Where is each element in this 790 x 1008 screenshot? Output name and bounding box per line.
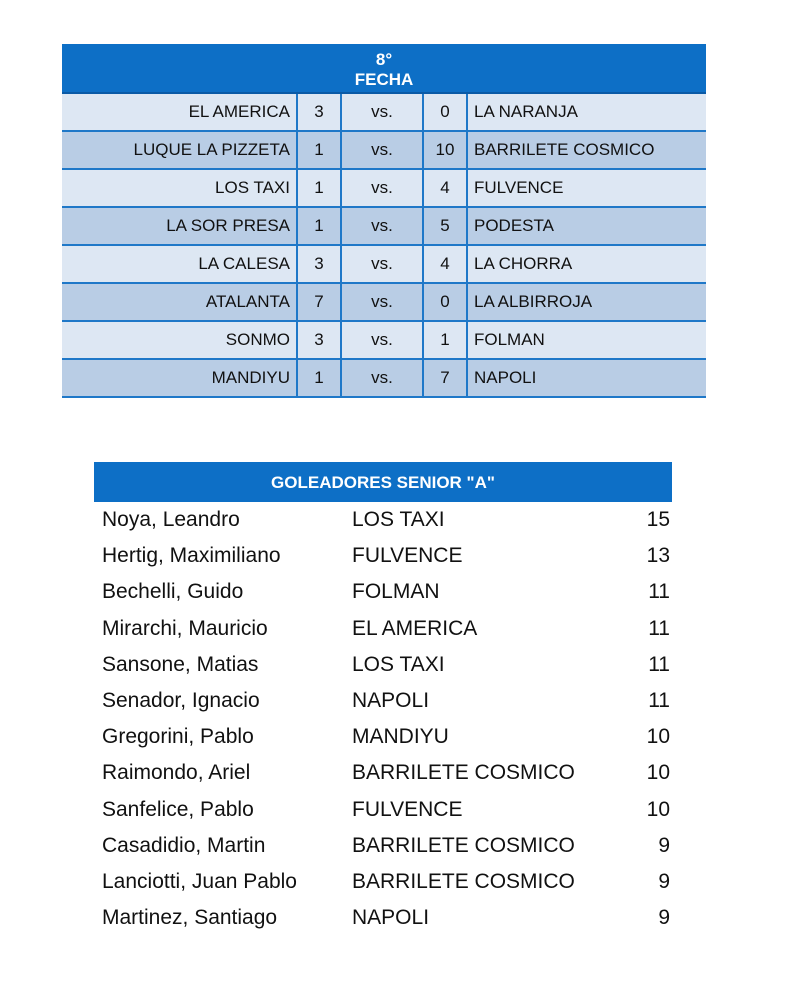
match-row [62, 170, 706, 208]
match-row [62, 360, 706, 398]
scorer-row [94, 611, 672, 647]
home-score: 1 [298, 360, 342, 396]
home-team: ATALANTA [62, 284, 298, 320]
scorer-row [94, 647, 672, 683]
goal-count: 10 [646, 725, 670, 749]
scorer-row [94, 683, 672, 719]
goal-count: 9 [658, 833, 670, 857]
player-name: Sanfelice, Pablo [102, 797, 254, 821]
away-score: 0 [424, 94, 468, 130]
player-team: MANDIYU [352, 725, 449, 749]
scorer-row [94, 719, 672, 755]
fixture-header [62, 44, 706, 94]
player-team: EL AMERICA [352, 616, 478, 640]
home-score: 7 [298, 284, 342, 320]
player-name: Noya, Leandro [102, 508, 240, 531]
fixture-round-number: 8° [375, 50, 393, 69]
fixture-rows [62, 94, 706, 398]
away-team: LA CHORRA [474, 254, 573, 273]
home-score: 1 [298, 170, 342, 206]
player-team: FOLMAN [352, 580, 440, 604]
away-team: FULVENCE [474, 178, 564, 197]
goal-count: 11 [648, 688, 670, 712]
goal-count: 11 [648, 616, 670, 640]
goal-count: 9 [658, 869, 670, 893]
scorers-rows [94, 502, 672, 936]
player-name: Bechelli, Guido [102, 580, 244, 604]
away-team: BARRILETE COSMICO [474, 140, 655, 159]
player-name: Martinez, Santiago [102, 906, 278, 930]
goal-count: 11 [648, 580, 670, 604]
home-team: LA SOR PRESA [62, 208, 298, 244]
versus-label: vs. [342, 246, 424, 282]
goal-count: 10 [646, 761, 670, 785]
scorer-row [94, 502, 672, 538]
versus-label: vs. [342, 360, 424, 396]
home-score: 3 [298, 322, 342, 358]
home-score: 3 [298, 246, 342, 282]
versus-label: vs. [342, 170, 424, 206]
away-team: LA NARANJA [474, 102, 578, 121]
away-score: 4 [424, 246, 468, 282]
home-score: 1 [298, 208, 342, 244]
versus-label: vs. [342, 322, 424, 358]
versus-label: vs. [342, 284, 424, 320]
player-name: Lanciotti, Juan Pablo [102, 869, 297, 893]
player-team: LOS TAXI [352, 652, 445, 676]
home-score: 3 [298, 94, 342, 130]
scorers-header: GOLEADORES SENIOR "A" [94, 462, 672, 502]
goal-count: 13 [646, 544, 670, 568]
scorer-row [94, 538, 672, 574]
player-team: LOS TAXI [352, 508, 445, 531]
scorer-row [94, 828, 672, 864]
home-team: EL AMERICA [62, 94, 298, 130]
player-name: Senador, Ignacio [102, 688, 260, 712]
player-name: Raimondo, Ariel [102, 761, 251, 785]
player-team: NAPOLI [352, 906, 430, 930]
versus-label: vs. [342, 208, 424, 244]
player-team: NAPOLI [352, 688, 430, 712]
away-score: 5 [424, 208, 468, 244]
fixture-round-label: FECHA [354, 70, 414, 89]
match-row [62, 208, 706, 246]
player-team: BARRILETE COSMICO [352, 833, 575, 857]
scorer-row [94, 755, 672, 791]
away-team: LA ALBIRROJA [474, 292, 593, 311]
match-row [62, 132, 706, 170]
away-score: 0 [424, 284, 468, 320]
scorers-table [94, 462, 672, 936]
away-score: 7 [424, 360, 468, 396]
player-team: FULVENCE [352, 797, 463, 821]
home-team: LOS TAXI [62, 170, 298, 206]
away-score: 10 [424, 132, 468, 168]
player-name: Sansone, Matias [102, 652, 259, 676]
away-score: 1 [424, 322, 468, 358]
player-name: Hertig, Maximiliano [102, 544, 281, 568]
home-team: MANDIYU [62, 360, 298, 396]
away-team: NAPOLI [474, 368, 537, 387]
home-team: LA CALESA [62, 246, 298, 282]
scorer-row [94, 574, 672, 610]
goal-count: 10 [646, 797, 670, 821]
away-team: FOLMAN [474, 330, 545, 349]
match-row [62, 322, 706, 360]
scorer-row [94, 792, 672, 828]
goal-count: 11 [648, 652, 670, 676]
fixture-table [62, 44, 706, 398]
match-row [62, 94, 706, 132]
match-row [62, 246, 706, 284]
player-team: BARRILETE COSMICO [352, 869, 575, 893]
versus-label: vs. [342, 132, 424, 168]
player-name: Gregorini, Pablo [102, 725, 254, 749]
match-row [62, 284, 706, 322]
versus-label: vs. [342, 94, 424, 130]
goal-count: 15 [646, 508, 670, 531]
player-team: BARRILETE COSMICO [352, 761, 575, 785]
home-team: SONMO [62, 322, 298, 358]
scorer-row [94, 900, 672, 936]
player-name: Casadidio, Martin [102, 833, 266, 857]
player-team: FULVENCE [352, 544, 463, 568]
goal-count: 9 [658, 906, 670, 930]
home-team: LUQUE LA PIZZETA [62, 132, 298, 168]
away-score: 4 [424, 170, 468, 206]
player-name: Mirarchi, Mauricio [102, 616, 268, 640]
away-team: PODESTA [474, 216, 554, 235]
scorer-row [94, 864, 672, 900]
home-score: 1 [298, 132, 342, 168]
